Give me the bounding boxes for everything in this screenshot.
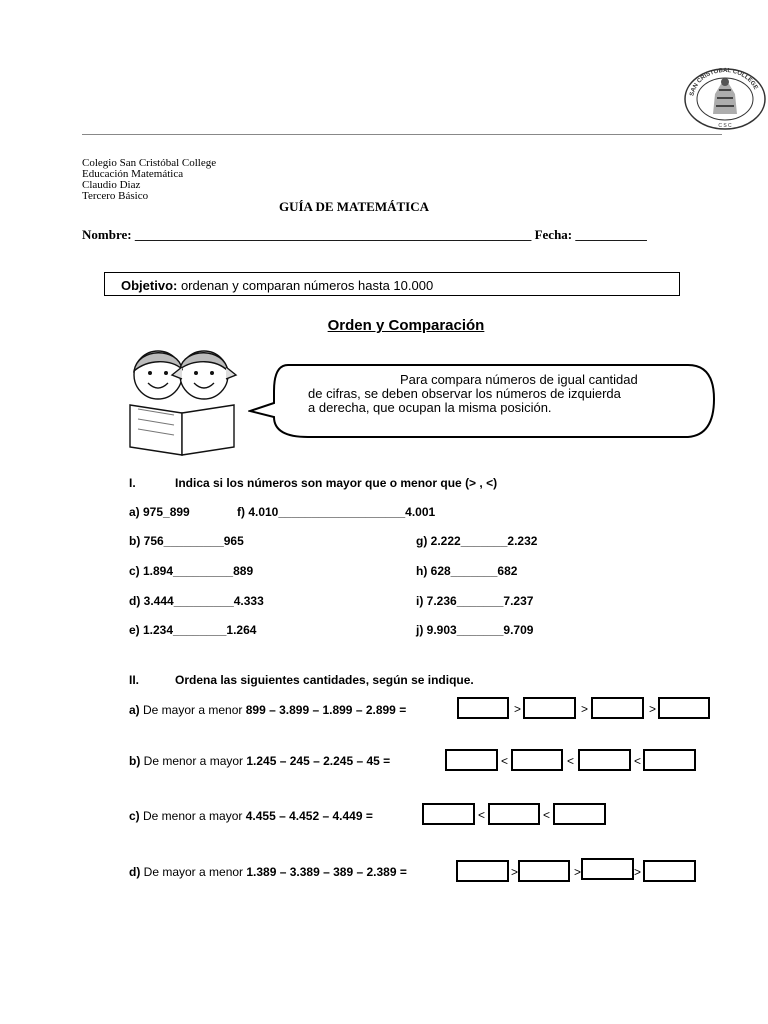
- kids-reading-illustration: [120, 345, 245, 457]
- symbol-b1: <: [501, 754, 509, 768]
- bubble-line-3: a derecha, que ocupan la misma posición.: [308, 400, 552, 415]
- teacher: Claudio Diaz: [82, 179, 141, 191]
- comparison-item-h[interactable]: h) 628_______682: [416, 564, 518, 578]
- department: Educación Matemática: [82, 168, 184, 180]
- part2-numeral: II.: [129, 673, 140, 687]
- bubble-text: [308, 373, 708, 415]
- symbol-a3: >: [649, 702, 657, 716]
- grade: Tercero Básico: [82, 190, 149, 202]
- answer-box-a3[interactable]: [591, 697, 644, 719]
- objective: [121, 278, 433, 293]
- part1-instruction: Indica si los números son mayor que o menor que (> , <): [175, 476, 498, 490]
- answer-box-c2[interactable]: [488, 803, 540, 825]
- symbol-b2: <: [567, 754, 575, 768]
- comparison-item-d[interactable]: d) 3.444_________4.333: [129, 594, 264, 608]
- answer-box-b1[interactable]: [445, 749, 498, 771]
- answer-box-c1[interactable]: [422, 803, 475, 825]
- objective-label: Objetivo:: [121, 278, 178, 293]
- answer-box-c3[interactable]: [553, 803, 606, 825]
- symbol-d1: >: [511, 865, 519, 879]
- section-title: Orden y Comparación: [327, 317, 485, 334]
- order-row-d: d) De mayor a menor 1.389 – 3.389 – 389 – 2.389 =: [129, 865, 407, 879]
- answer-box-b3[interactable]: [578, 749, 631, 771]
- part1-numeral: I.: [129, 476, 136, 490]
- name-date-field[interactable]: Nombre: _____________________________________________________________ Fecha: ___________: [82, 227, 647, 242]
- symbol-a1: >: [514, 702, 522, 716]
- seal-ring-text: SAN CRISTOBAL COLLEGE: [689, 67, 759, 97]
- symbol-d2: >: [574, 865, 582, 879]
- answer-box-a2[interactable]: [523, 697, 576, 719]
- top-rule: [82, 134, 722, 135]
- answer-box-d3[interactable]: [581, 858, 634, 880]
- answer-box-d4[interactable]: [643, 860, 696, 882]
- symbol-d3: >: [634, 865, 642, 879]
- bubble-line-2: de cifras, se deben observar los números de izquierda: [308, 386, 621, 401]
- bubble-line-1: Para compara números de igual cantidad: [400, 372, 638, 387]
- answer-box-d1[interactable]: [456, 860, 509, 882]
- comparison-item-c[interactable]: c) 1.894_________889: [129, 564, 254, 578]
- symbol-b3: <: [634, 754, 642, 768]
- comparison-item-i[interactable]: i) 7.236_______7.237: [416, 594, 534, 608]
- symbol-a2: >: [581, 702, 589, 716]
- order-row-a: a) De mayor a menor 899 – 3.899 – 1.899 – 2.899 =: [129, 703, 407, 717]
- comparison-item-b[interactable]: b) 756_________965: [129, 534, 244, 548]
- answer-box-b2[interactable]: [511, 749, 563, 771]
- part2-instruction: Ordena las siguientes cantidades, según se indique.: [175, 673, 474, 687]
- symbol-c2: <: [543, 808, 551, 822]
- comparison-item-e[interactable]: e) 1.234________1.264: [129, 623, 257, 637]
- answer-box-a4[interactable]: [658, 697, 710, 719]
- order-row-c: c) De menor a mayor 4.455 – 4.452 – 4.449 =: [129, 809, 373, 823]
- answer-box-d2[interactable]: [518, 860, 570, 882]
- symbol-c1: <: [478, 808, 486, 822]
- answer-box-b4[interactable]: [643, 749, 696, 771]
- comparison-item-a[interactable]: a) 975_899: [129, 505, 190, 519]
- answer-box-a1[interactable]: [457, 697, 509, 719]
- comparison-item-f[interactable]: f) 4.010___________________4.001: [237, 505, 436, 519]
- school-seal-logo: [683, 66, 767, 130]
- objective-text: ordenan y comparan números hasta 10.000: [177, 278, 434, 293]
- school-name: Colegio San Cristóbal College: [82, 157, 217, 169]
- guide-title: GUÍA DE MATEMÁTICA: [279, 199, 429, 214]
- comparison-item-g[interactable]: g) 2.222_______2.232: [416, 534, 538, 548]
- seal-initials: C S C: [718, 123, 732, 129]
- comparison-item-j[interactable]: j) 9.903_______9.709: [416, 623, 534, 637]
- order-row-b: b) De menor a mayor 1.245 – 245 – 2.245 – 45 =: [129, 754, 391, 768]
